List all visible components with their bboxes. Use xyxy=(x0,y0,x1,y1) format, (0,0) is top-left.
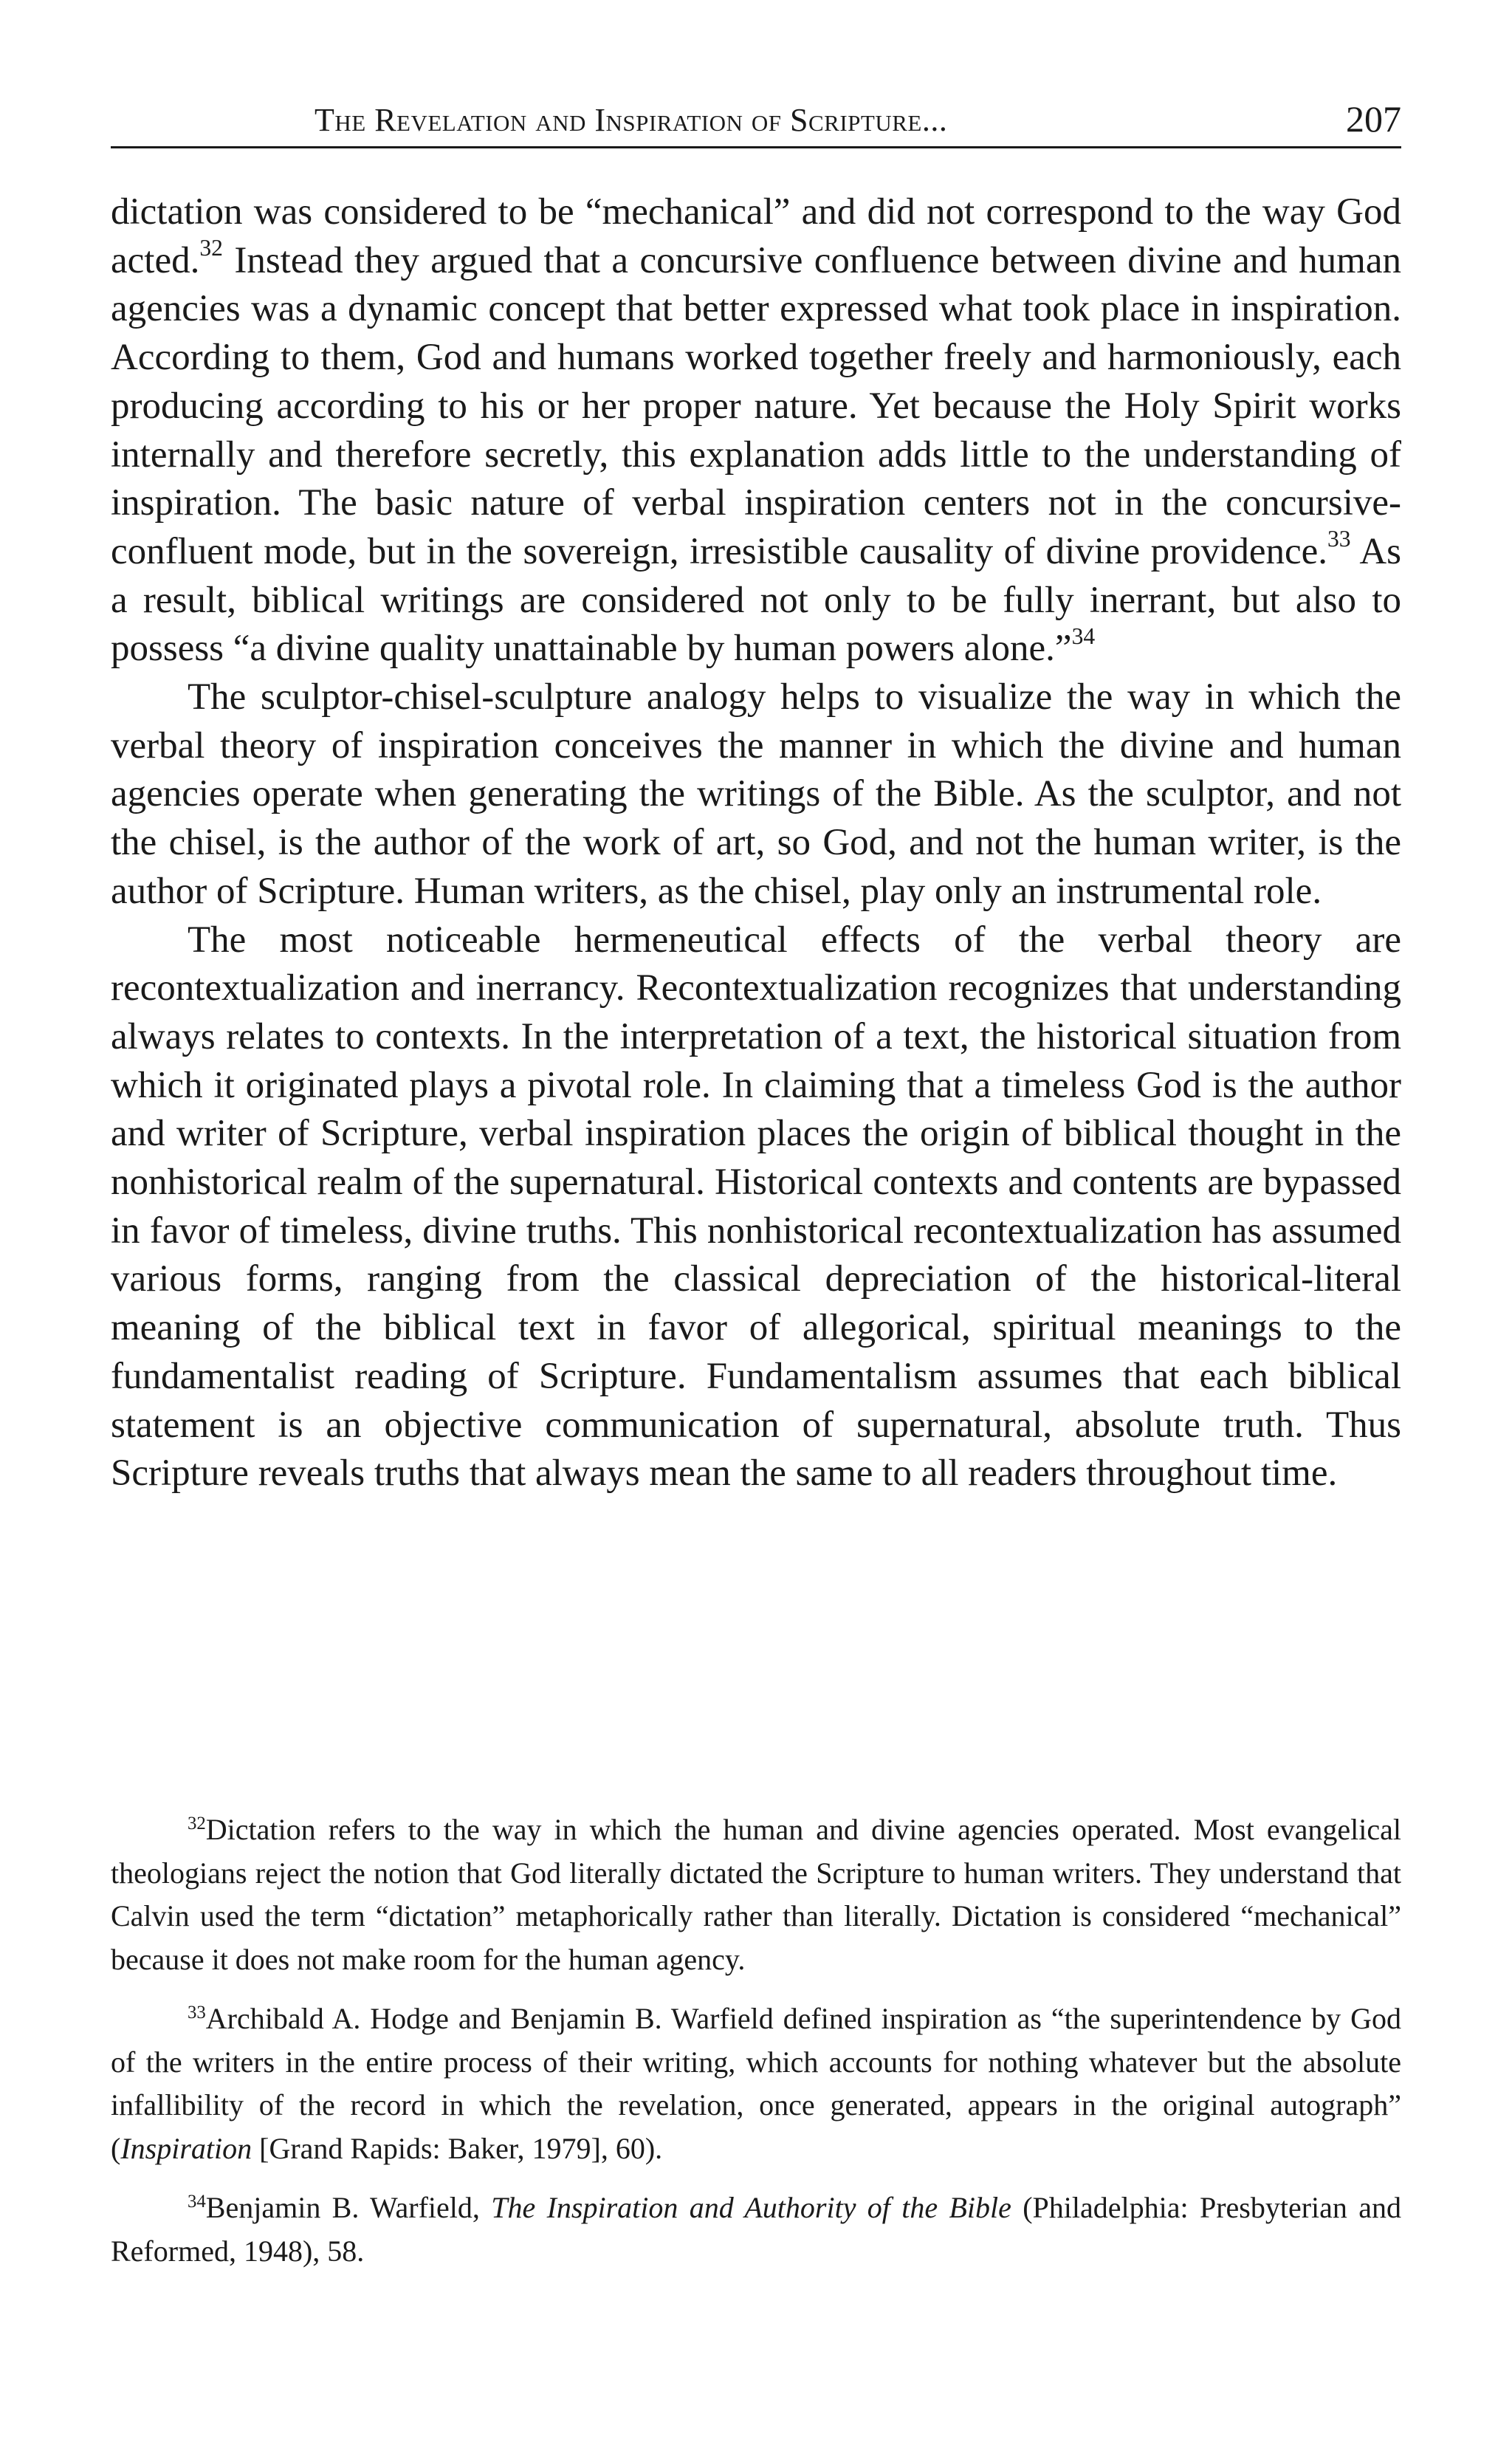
footnote-33-text-a: Archibald A. Hodge and Benjamin B. Warfield defined inspiration as “the superintendence by God of the writers in the entire process of their writing, which accounts for nothing whatever but the absolute infallibility of the record in which the revelation, once generated, appears in the original autograph” ( xyxy=(111,2002,1401,2165)
footnote-34-title: The Inspiration and Authority of the Bible xyxy=(491,2191,1011,2224)
footnote-33-title: Inspiration xyxy=(120,2131,252,2165)
paragraph-1-part-b: Instead they argued that a concursive confluence between divine and human agencies was a dynamic concept that better expressed what took place in inspiration. According to them, God and humans worked together freely and harmoniously, each producing according to his or her proper nature. Yet because the Holy Spirit works internally and therefore secretly, this explanation adds little to the understanding of inspiration. The basic nature of verbal inspiration centers not in the concursive-confluent mode, but in the sovereign, irresistible causality of divine providence. xyxy=(111,239,1401,572)
paragraph-1 xyxy=(111,188,1401,673)
footnote-ref-32: 32 xyxy=(199,234,223,261)
main-text xyxy=(111,188,1401,1498)
footnote-32-number: 32 xyxy=(188,1814,206,1834)
footnote-32 xyxy=(111,1808,1401,1981)
footnote-33 xyxy=(111,1997,1401,2170)
paragraph-2: The sculptor-chisel-sculpture analogy helps to visualize the way in which the verbal theory of inspiration conceives the manner in which the divine and human agencies operate when generating the writings of the Bible. As the sculptor, and not the chisel, is the author of the work of art, so God, and not the human writer, is the author of Scripture. Human writers, as the chisel, play only an instrumental role. xyxy=(111,676,1401,912)
footnote-32-text: Dictation refers to the way in which the human and divine agencies operated. Most evangelical theologians reject the notion that God literally dictated the Scripture to human writers. They understand that Calvin used the term “dictation” metaphorically rather than literally. Dictation is considered “mechanical” because it does not make room for the human agency. xyxy=(111,1813,1401,1976)
page-number: 207 xyxy=(1346,98,1401,140)
paragraph-3: The most noticeable hermeneutical effects of the verbal theory are recontextualization and inerrancy. Recontextualization recognizes that understanding always relates to contexts. In the interpretation of a text, the historical situation from which it originated plays a pivotal role. In claiming that a timeless God is the author and writer of Scripture, verbal inspiration places the origin of biblical thought in the nonhistorical realm of the supernatural. Historical contexts and contents are bypassed in favor of timeless, divine truths. This nonhistorical recontextualization has assumed various forms, ranging from the classical depreciation of the historical-literal meaning of the biblical text in favor of allegorical, spiritual meanings to the fundamentalist reading of Scripture. Fundamentalism assumes that each biblical statement is an objective communication of supernatural, absolute truth. Thus Scripture reveals truths that always mean the same to all readers throughout time. xyxy=(111,919,1401,1495)
running-title: The Revelation and Inspiration of Scripture... xyxy=(315,102,948,138)
footnote-33-text-b: [Grand Rapids: Baker, 1979], 60). xyxy=(252,2131,663,2165)
footnote-ref-34: 34 xyxy=(1071,622,1096,649)
footnote-34-text-b: (Philadelphia: Presbyterian and Reformed, 1948), 58. xyxy=(111,2191,1401,2268)
paragraph-1-part-c: As a result, biblical writings are considered not only to be fully inerrant, but also to possess “a divine quality unattainable by human powers alone.” xyxy=(111,530,1401,670)
footnote-33-number: 33 xyxy=(188,2003,206,2023)
running-header xyxy=(111,87,1401,148)
footnote-34 xyxy=(111,2186,1401,2273)
footnote-ref-33: 33 xyxy=(1327,526,1351,552)
footnote-34-number: 34 xyxy=(188,2192,206,2212)
paragraph-1-part-a: dictation was considered to be “mechanical” and did not correspond to the way God acted. xyxy=(111,191,1401,281)
footnotes xyxy=(111,1808,1401,2289)
footnote-34-text-a: Benjamin B. Warfield, xyxy=(205,2191,492,2224)
